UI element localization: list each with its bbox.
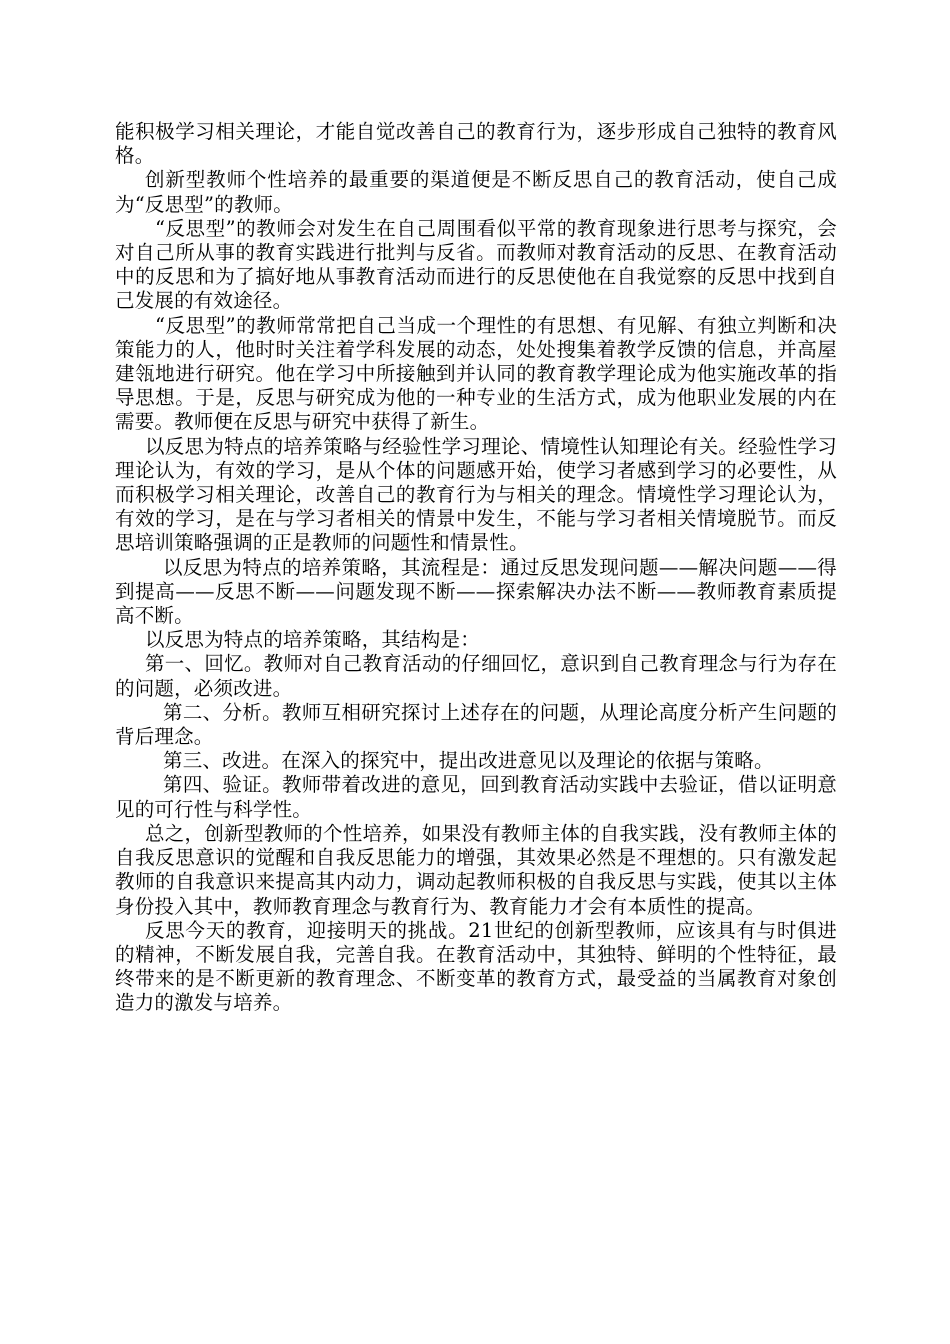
paragraph-1: 能积极学习相关理论，才能自觉改善自己的教育行为，逐步形成自己独特的教育风格。 [115, 120, 837, 168]
paragraph-2: 创新型教师个性培养的最重要的渠道便是不断反思自己的教育活动，使自己成为“反思型”的教师。 [115, 168, 837, 216]
paragraph-11: 第四、验证。教师带着改进的意见，回到教育活动实践中去验证，借以证明意见的可行性与科学性。 [115, 773, 837, 821]
paragraph-8: 第一、回忆。教师对自己教育活动的仔细回忆，意识到自己教育理念与行为存在的问题，必须改进。 [115, 652, 837, 700]
paragraph-7: 以反思为特点的培养策略，其结构是： [145, 628, 480, 652]
paragraph-3: “反思型”的教师会对发生在自己周围看似平常的教育现象进行思考与探究，会对自己所从事的教育实践进行批判与反省。而教师对教育活动的反思、在教育活动中的反思和为了搞好地从事教育活动而进行的反思使他在自我觉察的反思中找到自己发展的有效途径。 [115, 216, 837, 313]
paragraph-5: 以反思为特点的培养策略与经验性学习理论、情境性认知理论有关。经验性学习理论认为，有效的学习，是从个体的问题感开始，使学习者感到学习的必要性，从而积极学习相关理论，改善自己的教育行为与相关的理念。情境性学习理论认为，有效的学习，是在与学习者相关的情景中发生，不能与学习者相关情境脱节。而反思培训策略强调的正是教师的问题性和情景性。 [115, 434, 837, 555]
paragraph-6: 以反思为特点的培养策略，其流程是：通过反思发现问题——解决问题——得到提高——反思不断——问题发现不断——探索解决办法不断——教师教育素质提高不断。 [115, 555, 837, 628]
paragraph-10: 第三、改进。在深入的探究中，提出改进意见以及理论的依据与策略。 [163, 749, 774, 773]
paragraph-12: 总之，创新型教师的个性培养，如果没有教师主体的自我实践，没有教师主体的自我反思意识的觉醒和自我反思能力的增强，其效果必然是不理想的。只有激发起教师的自我意识来提高其内动力，调动起教师积极的自我反思与实践，使其以主体身份投入其中，教师教育理念与教育行为、教育能力才会有本质性的提高。 [115, 821, 837, 918]
paragraph-4: “反思型”的教师常常把自己当成一个理性的有思想、有见解、有独立判断和决策能力的人，他时时关注着学科发展的动态，处处搜集着教学反馈的信息，并高屋建瓴地进行研究。他在学习中所接触到并认同的教育教学理论成为他实施改革的指导思想。于是，反思与研究成为他的一种专业的生活方式，成为他职业发展的内在需要。教师便在反思与研究中获得了新生。 [115, 313, 837, 434]
paragraph-13: 反思今天的教育，迎接明天的挑战。21世纪的创新型教师，应该具有与时俱进的精神，不断发展自我，完善自我。在教育活动中，其独特、鲜明的个性特征，最终带来的是不断更新的教育理念、不断变革的教育方式，最受益的当属教育对象创造力的激发与培养。 [115, 918, 837, 1015]
paragraph-9: 第二、分析。教师互相研究探讨上述存在的问题，从理论高度分析产生问题的背后理念。 [115, 700, 837, 749]
document-body [115, 120, 837, 1016]
